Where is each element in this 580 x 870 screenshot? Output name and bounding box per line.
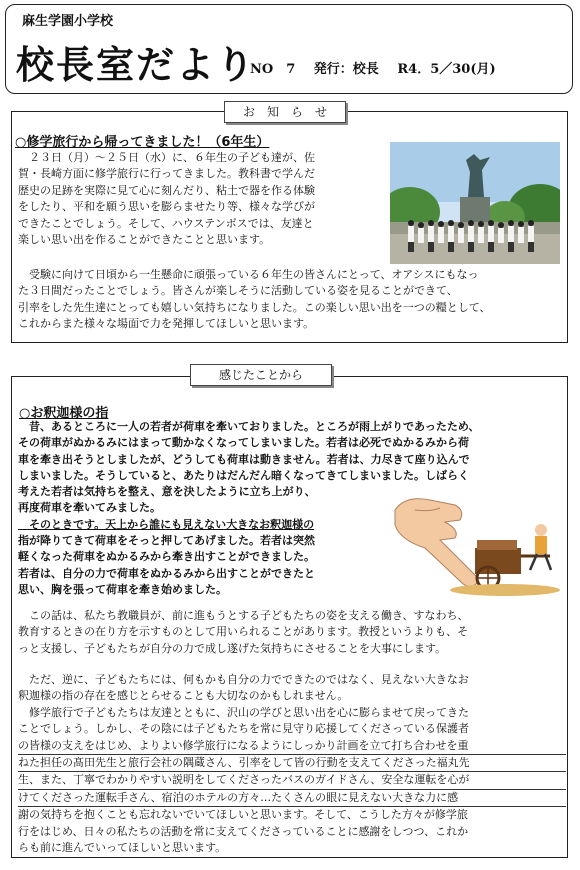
buddha-finger-cart-illustration: [385, 490, 565, 598]
reflection-paragraph-2: ただ、逆に、子どもたちには、何もかも自分の力でできたのではなく、見えない大きなお 釈迦様の指の存在を感じとらせることも大切なのかもしれません。 修学旅行で子どもたちは友達とともに、沢山の学びと思い出を心に膨らませて戻ってきた ことでしょう。しかし、その陰には子どもたちを常に見守り応援してくださっている保護者 の皆様の支えをはじめ、よりよい修学旅行になるようにしっかり計画を立て打ち合わせを重 ねた担任の髙田先生と旅行会社の隅蔵さん、引率をして皆の行動を支えてくださった福丸先 生、また、丁寧でわかりやすい説明をしてくださったバスのガイドさん、安全な運転を心が けてくださった運転手さん、宿泊のホテルの方々…たくさんの眼に見えない大きな力に感 謝の気持ちを抱くことも忘れないでいてほしいと思います。そして、こうした方々が修学旅 行をはじめ、日々の私たちの活動を常に支えてくださっていることに感謝をしつつ、これか らも前に進んでいってほしいと思います。: [18, 672, 566, 856]
trip-photo: [390, 142, 560, 264]
story-text: 昔、あるところに一人の若者が荷車を牽いておりました。ところが雨上がりであったため、 その荷車がぬかるみにはまって動かなくなってしまいました。若者は必死でぬかるみから荷 車を牽き出そうとしましたが、どうしても荷車は動きません。若者は、力尽きて座り込んで しまいました。そうしていると、あたりはだんだん暗くなってきてしまいました。しばらく 考えた若者は気持ちを整え、意を決したように立ち上がり、 再度荷車を牽いてみました。 そのときです。天上から誰にも見えない大きなお釈迦様の 指が降りてきて荷車をそっと押してあげました。若者は突然 軽くなった荷車をぬかるみから牽き出すことができました。 若者は、自分の力で荷車をぬかるみから出すことができたと 思い、胸を張って荷車を牽き始めました。: [18, 420, 480, 596]
notice-paragraph-2: 受験に向けて日頃から一生懸命に頑張っている６年生の皆さんにとって、オアシスにもなっ た３日間だったことでしょう。皆さんが楽しそうに活動している姿を見ることができて、 引率をした先生達にとっても嬉しい気持ちになりました。この楽しい思い出を一つの糧として、 これからまた様々な場面で力を発揮してほしいと思います。: [18, 268, 491, 331]
reflection-paragraph-1: この話は、私たち教職員が、前に進もうとする子どもたちの姿を支える働き、すなわち、 教育するときの在り方を示すものとして用いられることがあります。教授というよりも、そ っと支援し、子どもたちが自分の力で成し遂げた気持ちにさせることを大事にします。: [18, 609, 469, 655]
reflection-label: 感じたことから: [190, 364, 332, 386]
newsletter-title: 校長室だより: [16, 42, 257, 87]
issue-info: [250, 58, 510, 77]
issue-date: R4．5／30(月): [397, 62, 496, 77]
publisher: 発行：校長: [313, 62, 379, 77]
notice-paragraph-1: ２３日（月）～２５日（水）に、６年生の子ども達が、佐 賀・長崎方面に修学旅行に行ってきました。教科書で学んだ 歴史の足跡を実際に見て心に刻んだり、粘土で器を作る体験 をしたり、平和を願う思いを膨らませたり等、様々な学びが できたことでしょう。そして、ハウステンボスでは、友達と 楽しい思い出を作ることができたことと思います。: [18, 151, 315, 247]
story-heading: ○お釈迦様の指: [19, 406, 109, 421]
notice-label: お 知 ら せ: [224, 101, 346, 123]
notice-heading: ○修学旅行から帰ってきました！（6年生）: [15, 135, 270, 150]
issue-number: NO 7: [250, 62, 296, 77]
school-name: 麻生学園小学校: [22, 14, 114, 29]
